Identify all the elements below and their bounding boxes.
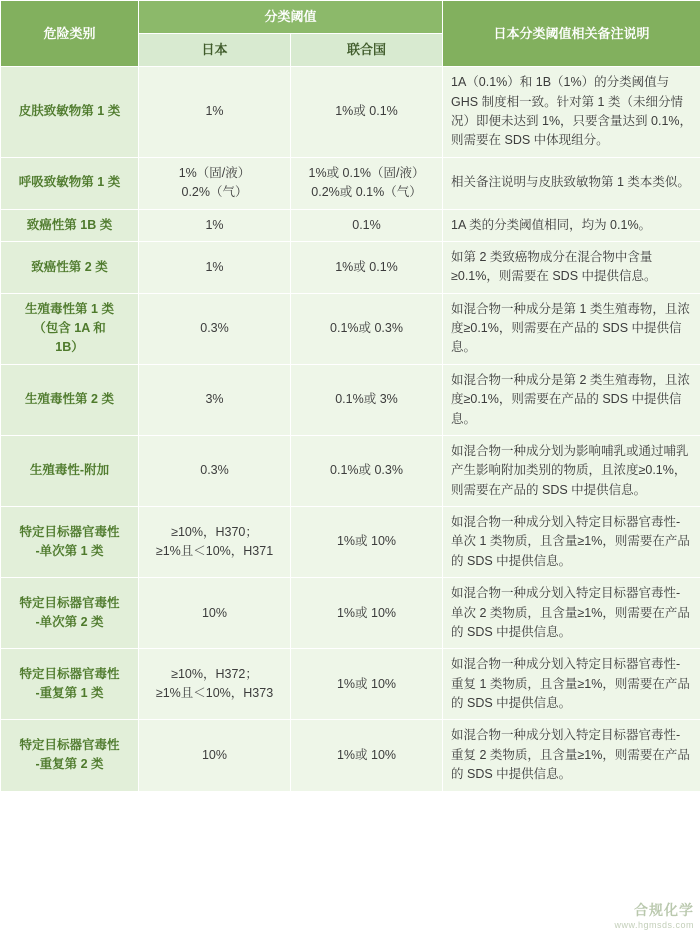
cell-category xyxy=(1,578,139,649)
cell-category-line: -重复第 1 类 xyxy=(35,686,104,701)
cell-category-line: 特定目标器官毒性 xyxy=(19,595,120,610)
cell-category-line: -重复第 2 类 xyxy=(35,757,104,772)
cell-japan-value-line: 3% xyxy=(205,392,224,407)
cell-category xyxy=(1,241,139,293)
cell-category-line: 致癌性第 1B 类 xyxy=(26,217,113,232)
cell-japan-value xyxy=(139,435,291,506)
cell-notes: 如混合物一种成分划为影响哺乳或通过哺乳产生影响附加类别的物质，且浓度≥0.1%，则需要在产品的 SDS 中提供信息。 xyxy=(443,435,700,506)
cell-un-value-line: 1%或 10% xyxy=(336,676,397,691)
cell-japan-value-line: 1% xyxy=(205,217,224,232)
cell-un-value-line: 1%或 10% xyxy=(336,605,397,620)
cell-japan-value xyxy=(139,649,291,720)
cell-category-line: 皮肤致敏物第 1 类 xyxy=(18,104,121,119)
cell-notes: 如混合物一种成分是第 1 类生殖毒物，且浓度≥0.1%，则需要在产品的 SDS 中提供信息。 xyxy=(443,293,700,364)
cell-japan-value-line: 1%（固/液） xyxy=(178,165,251,180)
cell-category-line: （包含 1A 和 xyxy=(33,321,106,336)
cell-japan-value-line: 1% xyxy=(205,104,224,119)
cell-notes: 如混合物一种成分划入特定目标器官毒性-单次 2 类物质，且含量≥1%，则需要在产品的 SDS 中提供信息。 xyxy=(443,578,700,649)
table-row xyxy=(1,578,700,649)
cell-un-value xyxy=(291,209,443,241)
table-row xyxy=(1,720,700,791)
table-row xyxy=(1,157,700,209)
cell-japan-value-line: 10% xyxy=(201,747,228,762)
cell-japan-value xyxy=(139,364,291,435)
cell-category xyxy=(1,157,139,209)
cell-category-line: 1B） xyxy=(55,340,84,355)
table-header xyxy=(1,1,700,67)
cell-japan-value-line: 0.3% xyxy=(200,463,229,478)
cell-un-value xyxy=(291,157,443,209)
cell-japan-value-line: 0.3% xyxy=(200,321,229,336)
cell-un-value-line: 1%或 10% xyxy=(336,747,397,762)
cell-japan-value xyxy=(139,157,291,209)
table-row xyxy=(1,435,700,506)
cell-japan-value-line: ≥10%，H372； xyxy=(171,666,258,681)
cell-japan-value xyxy=(139,293,291,364)
cell-japan-value xyxy=(139,241,291,293)
cell-un-value-line: 0.1%或 0.3% xyxy=(330,463,403,478)
cell-japan-value-line: 0.2%（气） xyxy=(181,185,248,200)
watermark xyxy=(614,902,694,931)
cell-category xyxy=(1,67,139,158)
cell-un-value-line: 0.1% xyxy=(352,217,381,232)
cell-un-value-line: 0.1%或 0.3% xyxy=(330,321,403,336)
header-japan: 日本 xyxy=(139,34,291,67)
cell-category xyxy=(1,649,139,720)
header-un: 联合国 xyxy=(291,34,443,67)
cell-japan-value-line: ≥10%，H370； xyxy=(171,524,258,539)
watermark-main: 合规化学 xyxy=(634,902,694,919)
cell-un-value xyxy=(291,435,443,506)
cell-category-line: 生殖毒性第 1 类 xyxy=(25,301,114,316)
cell-japan-value-line: 1% xyxy=(205,259,224,274)
cell-notes: 1A（0.1%）和 1B（1%）的分类阈值与 GHS 制度相一致。针对第 1 类（未细分情况）即便未达到 1%，只要含量达到 0.1%，则需要在 SDS 中体现组分。 xyxy=(443,67,700,158)
cell-japan-value-line: ≥1%且＜10%，H371 xyxy=(155,544,274,559)
cell-category-line: 特定目标器官毒性 xyxy=(19,666,120,681)
cell-notes: 如混合物一种成分是第 2 类生殖毒物，且浓度≥0.1%，则需要在产品的 SDS 中提供信息。 xyxy=(443,364,700,435)
cell-japan-value-line: 10% xyxy=(201,605,228,620)
cell-japan-value xyxy=(139,507,291,578)
cell-category-line: 特定目标器官毒性 xyxy=(19,738,120,753)
cell-un-value xyxy=(291,578,443,649)
header-notes: 日本分类阈值相关备注说明 xyxy=(443,1,700,67)
table-row xyxy=(1,241,700,293)
cell-notes: 如混合物一种成分划入特定目标器官毒性-重复 1 类物质，且含量≥1%，则需要在产品的 SDS 中提供信息。 xyxy=(443,649,700,720)
header-threshold-group: 分类阈值 xyxy=(139,1,443,34)
cell-un-value-line: 1%或 0.1% xyxy=(335,104,398,119)
cell-category-line: 特定目标器官毒性 xyxy=(19,524,120,539)
cell-un-value xyxy=(291,67,443,158)
cell-category-line: -单次第 1 类 xyxy=(35,544,104,559)
watermark-sub: www.hgmsds.com xyxy=(614,919,694,930)
cell-japan-value xyxy=(139,67,291,158)
cell-category xyxy=(1,435,139,506)
table-body xyxy=(1,67,700,791)
cell-un-value-line: 1%或 0.1%（固/液） xyxy=(308,165,425,180)
cell-category xyxy=(1,209,139,241)
cell-notes: 1A 类的分类阈值相同，均为 0.1%。 xyxy=(443,209,700,241)
cell-un-value-line: 0.2%或 0.1%（气） xyxy=(311,185,422,200)
table-row xyxy=(1,364,700,435)
cell-un-value-line: 1%或 0.1% xyxy=(335,259,398,274)
cell-notes: 如混合物一种成分划入特定目标器官毒性-重复 2 类物质，且含量≥1%，则需要在产品的 SDS 中提供信息。 xyxy=(443,720,700,791)
cell-category-line: -单次第 2 类 xyxy=(35,615,104,630)
cell-un-value-line: 1%或 10% xyxy=(336,534,397,549)
cell-category xyxy=(1,293,139,364)
cell-un-value xyxy=(291,241,443,293)
cell-un-value-line: 0.1%或 3% xyxy=(335,392,398,407)
cell-un-value xyxy=(291,364,443,435)
header-category: 危险类别 xyxy=(1,1,139,67)
table-row xyxy=(1,209,700,241)
cell-notes: 相关备注说明与皮肤致敏物第 1 类本类似。 xyxy=(443,157,700,209)
cell-japan-value xyxy=(139,209,291,241)
cell-japan-value xyxy=(139,578,291,649)
table-header-row-1 xyxy=(1,1,700,34)
table-row xyxy=(1,649,700,720)
table-row xyxy=(1,507,700,578)
cell-category-line: 生殖毒性-附加 xyxy=(29,463,110,478)
cell-japan-value-line: ≥1%且＜10%，H373 xyxy=(155,686,274,701)
cell-category-line: 生殖毒性第 2 类 xyxy=(25,392,114,407)
table-row xyxy=(1,67,700,158)
cell-category xyxy=(1,720,139,791)
cell-category xyxy=(1,364,139,435)
cell-notes: 如第 2 类致癌物成分在混合物中含量≥0.1%，则需要在 SDS 中提供信息。 xyxy=(443,241,700,293)
cell-un-value xyxy=(291,649,443,720)
cell-category-line: 致癌性第 2 类 xyxy=(31,259,108,274)
cell-japan-value xyxy=(139,720,291,791)
cell-category xyxy=(1,507,139,578)
cell-un-value xyxy=(291,720,443,791)
cell-notes: 如混合物一种成分划入特定目标器官毒性-单次 1 类物质，且含量≥1%，则需要在产品的 SDS 中提供信息。 xyxy=(443,507,700,578)
cell-category-line: 呼吸致敏物第 1 类 xyxy=(18,175,121,190)
cell-un-value xyxy=(291,293,443,364)
table-row xyxy=(1,293,700,364)
cell-un-value xyxy=(291,507,443,578)
